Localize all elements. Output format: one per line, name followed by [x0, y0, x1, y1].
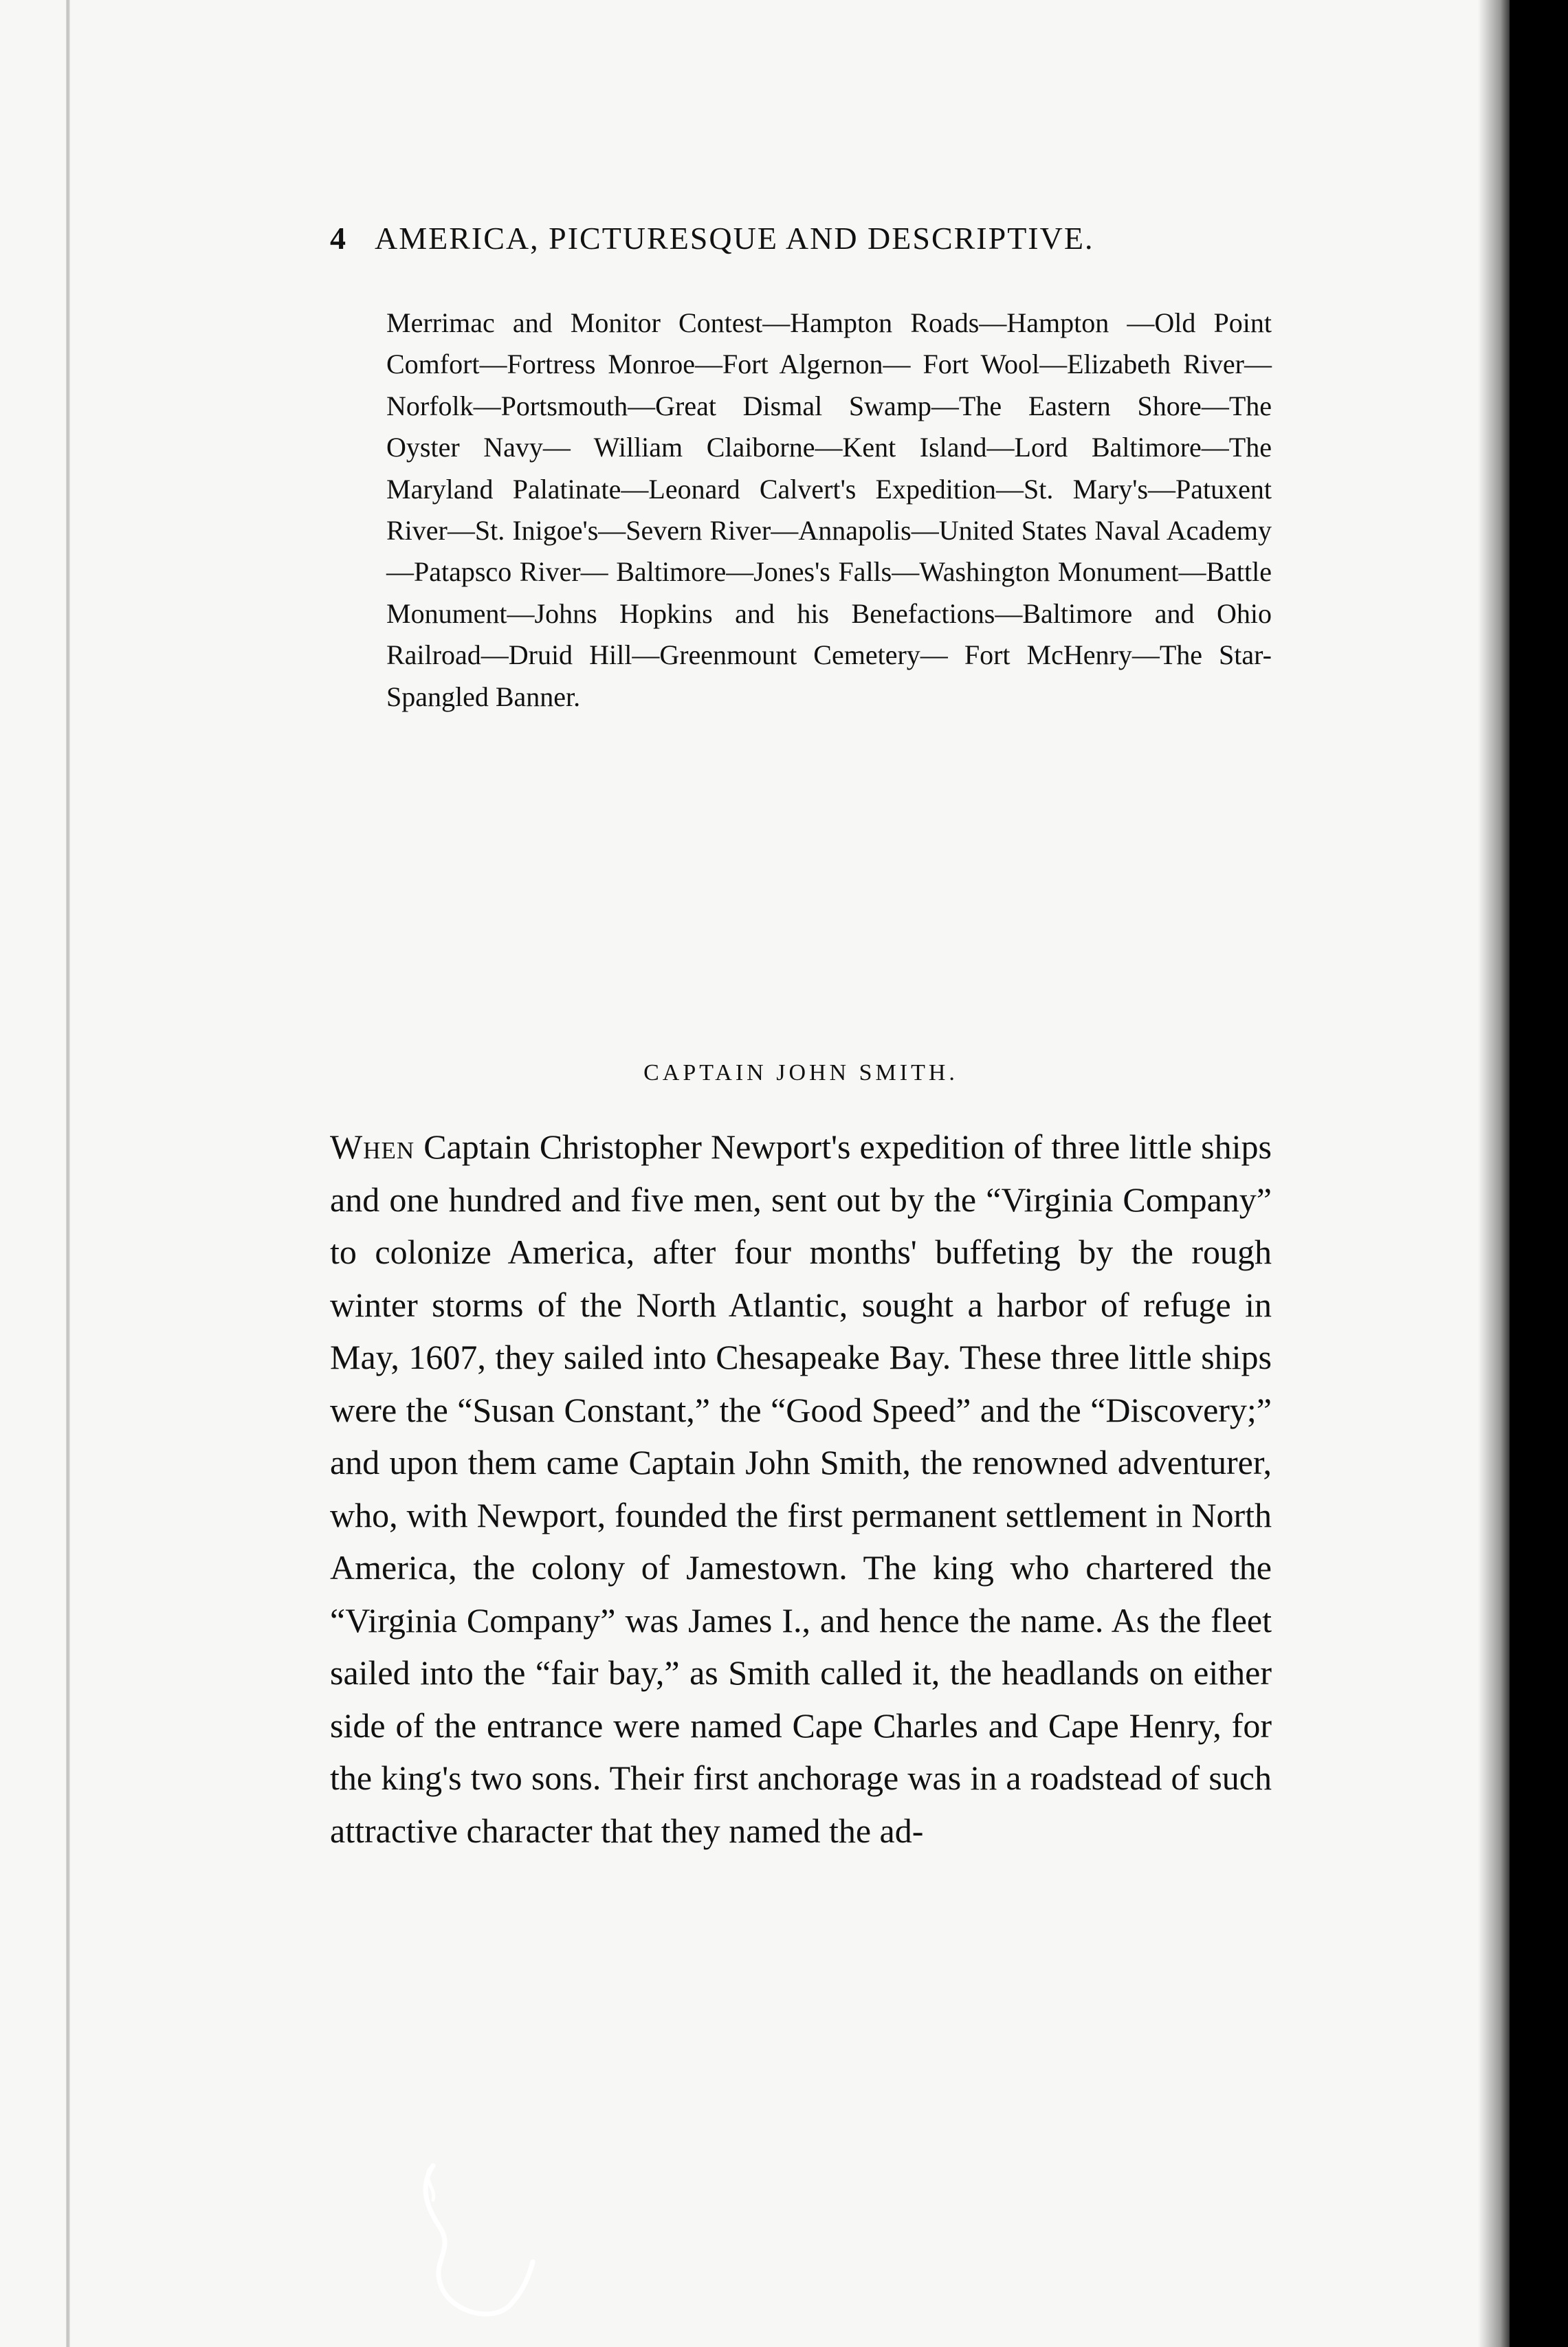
- running-title: AMERICA, PICTURESQUE AND DESCRIPTIVE.: [375, 221, 1094, 256]
- section-heading: CAPTAIN JOHN SMITH.: [643, 1060, 958, 1086]
- page-edge-shadow: [1478, 0, 1510, 2347]
- running-head: [330, 220, 1272, 256]
- lead-word: When: [330, 1127, 415, 1166]
- body-paragraph: [330, 1121, 1272, 1857]
- chapter-contents-list: Merrimac and Monitor Contest—Hampton Roads—Hampton —Old Point Comfort—Fortress Monroe—Fort Algernon— Fort Wool—Elizabeth River—Norfolk—Portsmouth—Great Dismal Swamp—The Eastern Shore—The Oyster Navy— William Claiborne—Kent Island—Lord Baltimore—The Maryland Palatinate—Leonard Calvert's Expedition—St. Mary's—Patuxent River—St. Inigoe's—Severn River—Annapolis—United States Naval Academy—Patapsco River— Baltimore—Jones's Falls—Washington Monument—Battle Monument—Johns Hopkins and his Benefactions—Baltimore and Ohio Railroad—Druid Hill—Greenmount Cemetery— Fort McHenry—The Star-Spangled Banner.: [386, 307, 1272, 712]
- paragraph-text: Captain Christopher Newport's expedition of three little ships and one hundred and five men, sent out by the “Virginia Company” to colonize America, after four months' buffeting by the rough winter storms of the North Atlantic, sought a harbor of refuge in May, 1607, they sailed into Chesapeake Bay. These three little ships were the “Susan Constant,” the “Good Speed” and the “Discovery;” and upon them came Captain John Smith, the renowned adventurer, who, with Newport, founded the first permanent settlement in North America, the colony of Jamestown. The king who chartered the “Virginia Company” was James I., and hence the name. As the fleet sailed into the “fair bay,” as Smith called it, the headlands on either side of the entrance were named Cape Charles and Cape Henry, for the king's two sons. Their first anchorage was in a roadstead of such attractive character that they named the ad-: [330, 1127, 1272, 1850]
- page-number: 4: [330, 221, 347, 256]
- binding-gutter: [66, 0, 70, 2347]
- stray-pen-mark-icon: [412, 2159, 564, 2337]
